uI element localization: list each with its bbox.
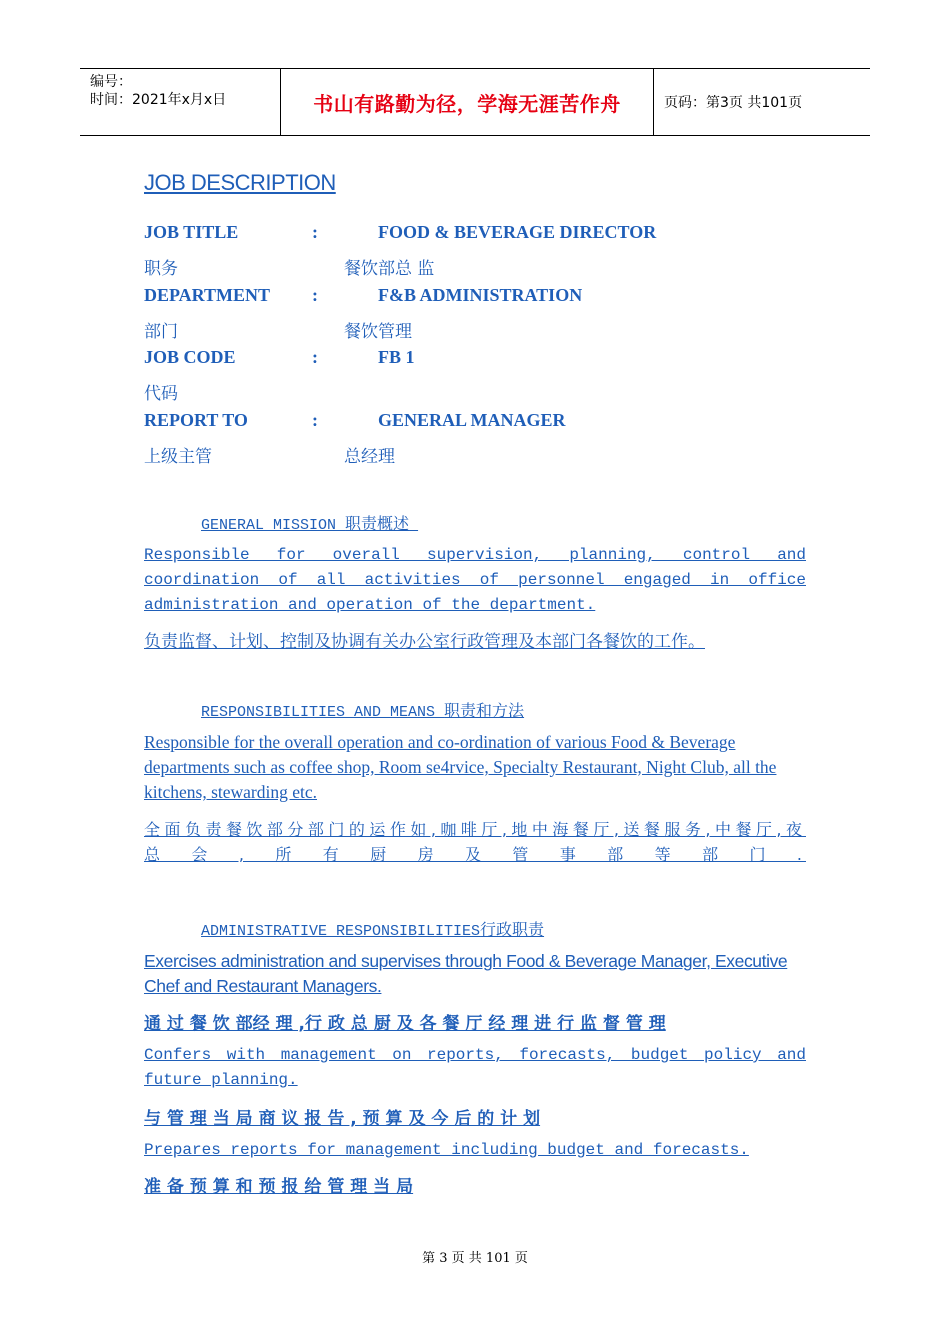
- field-separator: :: [312, 347, 318, 367]
- heading-en: GENERAL MISSION: [201, 517, 346, 534]
- field-label: 部门: [144, 322, 178, 342]
- admin-item2-zh: 与 管 理 当 局 商 议 报 告 , 预 算 及 今 后 的 计 划: [144, 1109, 541, 1129]
- field-value: FB 1: [378, 347, 415, 367]
- mission-text-en: [144, 543, 806, 618]
- field-job-code: [144, 347, 416, 368]
- header-motto: 书山有路勤为径，学海无涯苦作舟: [281, 69, 654, 135]
- page-header: [80, 68, 870, 136]
- heading-zh: 行政职责: [480, 920, 545, 939]
- header-meta-cell: [80, 69, 281, 135]
- field-separator: :: [312, 285, 318, 305]
- page-footer: 第 3 页 共 101 页: [422, 1251, 528, 1266]
- section-heading-administrative: [201, 917, 544, 940]
- field-label: 职务: [144, 259, 178, 279]
- field-value: FOOD & BEVERAGE DIRECTOR: [378, 222, 657, 242]
- field-label: 上级主管: [144, 447, 212, 467]
- paragraph-text: 全面负责餐饮部分部门的运作如,咖啡厅,地中海餐厅,送餐服务,中餐厅,夜总会,所有厨房及管事部等部门.: [144, 820, 806, 864]
- field-label: JOB CODE: [144, 347, 236, 367]
- heading-en: ADMINISTRATIVE RESPONSIBILITIES: [201, 923, 481, 940]
- field-job-code-zh: [144, 379, 378, 404]
- document-title: JOB DESCRIPTION: [144, 170, 336, 195]
- field-label: REPORT TO: [144, 410, 248, 430]
- field-value: 餐饮部总 监: [344, 259, 435, 279]
- date-label: 时间：2021年x月x日: [90, 92, 227, 108]
- field-job-title-zh: [144, 254, 460, 279]
- paragraph-text: Exercises administration and supervises through Food & Beverage Manager, Executive Chef and Restaurant Managers.: [144, 951, 788, 996]
- responsibilities-text-zh: [144, 817, 806, 867]
- field-job-title: [144, 222, 674, 243]
- admin-item3-zh: 准 备 预 算 和 预 报 给 管 理 当 局: [144, 1177, 414, 1197]
- field-department: [144, 285, 596, 306]
- field-department-zh: [144, 317, 420, 342]
- field-value: GENERAL MANAGER: [378, 410, 566, 430]
- field-value: F&B ADMINISTRATION: [378, 285, 583, 305]
- admin-item1-zh: 通 过 餐 饮 部经 理 ,行 政 总 厨 及 各 餐 厅 经 理 进 行 监 督 管 理: [144, 1014, 666, 1034]
- number-label: 编号：: [90, 74, 132, 90]
- admin-item2-en: [144, 1043, 806, 1093]
- admin-item3-en: [144, 1138, 806, 1163]
- field-label: JOB TITLE: [144, 222, 239, 242]
- header-page-info: 页码：第3页 共101页: [664, 95, 803, 111]
- field-separator: :: [312, 222, 318, 242]
- field-separator: :: [312, 410, 318, 430]
- paragraph-text: Prepares reports for management including budget and forecasts.: [144, 1141, 749, 1159]
- field-report-to: [144, 410, 577, 431]
- section-heading-mission: [201, 511, 418, 534]
- admin-item1-en: [144, 949, 808, 999]
- section-heading-responsibilities: [201, 698, 524, 721]
- field-report-to-zh: [144, 442, 402, 467]
- field-value: 餐饮管理: [344, 322, 412, 342]
- field-label: DEPARTMENT: [144, 285, 271, 305]
- field-label: 代码: [144, 384, 178, 404]
- paragraph-text: Responsible for the overall operation and co-ordination of various Food & Beverage departments such as coffee shop, Room se4rvice, Specialty Restaurant, Night Club, all the kitchens, stewarding etc.: [144, 732, 777, 802]
- heading-en: RESPONSIBILITIES AND MEANS: [201, 704, 445, 721]
- mission-text-zh: 负责监督、计划、控制及协调有关办公室行政管理及本部门各餐饮的工作。: [144, 632, 705, 652]
- paragraph-text: Responsible for overall supervision, planning, control and coordination of all activities of personnel engaged in office administration and operation of the department.: [144, 546, 806, 614]
- heading-zh: 职责概述: [345, 514, 410, 533]
- paragraph-text: Confers with management on reports, forecasts, budget policy and future planning.: [144, 1046, 806, 1089]
- heading-zh: 职责和方法: [444, 701, 525, 720]
- responsibilities-text-en: [144, 730, 804, 805]
- field-value: 总经理: [344, 447, 395, 467]
